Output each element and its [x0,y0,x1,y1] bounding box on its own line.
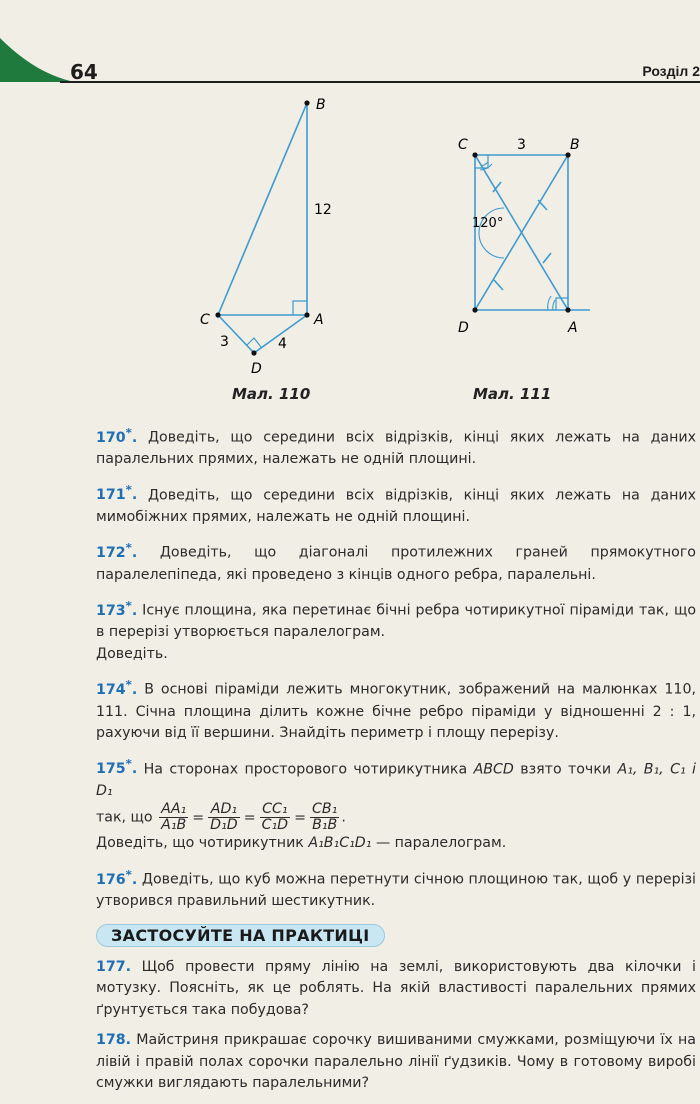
problem-text: Майстриня прикрашає сорочку вишиваними смужками, розміщуючи їх на лівій і правій полах сорочки паралельно лінії ґудзиків. Чому в готовому виробі смужки виглядають паралельними? [96,1032,696,1092]
fig110-length-da: 4 [278,336,287,352]
problem-text: Щоб провести пряму лінію на землі, використовують два кілочки і мотузку. Поясніть, як це роблять. На якій властивості паралельних прямих ґрунтується така побудова? [96,958,696,1018]
star-mark: * [125,756,132,771]
fig111-caption: Мал. 111 [473,385,552,403]
problem-174: 174*. В основі піраміди лежить многокутник, зображений на малюнках 110, 111. Січна площина ділить кожне бічне ребро піраміди у відношенні 2 : 1, рахуючи від її вершини. Знайдіть периметр і площу перерізу. [96,677,696,742]
problem-173: 173*. Існує площина, яка перетинає бічні ребра чотирикутної піраміди так, що в перерізі утворюється паралелограм. Доведіть. [96,598,696,662]
header-rule [60,81,700,83]
problem-text: Доведіть, що чотирикутник [96,835,304,852]
ratio-fraction: $\frac{\text{AD₁}}{\text{D₁D}}$ [210,801,238,834]
problem-list [96,422,696,1104]
quadrilateral-name: A₁B₁C₁D₁ [308,835,372,852]
problem-text: Доведіть, що середини всіх відрізків, кінці яких лежать на даних мимобіжних прямих, належать не одній площині. [96,487,696,525]
problem-number: 171 [96,487,126,504]
section-title: Розділ 2 [642,63,700,79]
fig111-label-a: A [568,320,578,336]
fig110-label-a: A [314,312,324,328]
problem-text: Доведіть, що куб можна перетнути січною площиною так, щоб у перерізі утворився правильний шестикутник. [96,871,697,910]
problem-number: 170 [96,429,126,446]
problem-171: 171*. Доведіть, що середини всіх відрізків, кінці яких лежать на даних мимобіжних прямих, належать не одній площині. [96,482,696,525]
fig110-length-ba: 12 [314,202,332,218]
problem-number: 173 [96,602,126,619]
page-number: 64 [70,60,98,84]
fig110-label-c: C [200,312,210,328]
problem-text: Доведіть, що діагоналі протилежних граней прямокутного паралелепіпеда, які проведено з кінців одного ребра, паралельні. [96,545,696,583]
problem-number: 178. [96,1032,132,1049]
problem-text: взято точки [520,761,612,778]
problem-number: 176 [96,871,126,888]
problem-170: 170*. Доведіть, що середини всіх відрізків, кінці яких лежать на даних паралельних прямих, належать не одній площині. [96,425,696,468]
problem-number: 174 [96,682,126,699]
ratio-fraction: $\frac{\text{CC₁}}{\text{C₁D}}$ [261,801,289,834]
fig110-label-d: D [251,361,262,377]
fig111-label-d: D [458,320,469,336]
fig110-length-cd: 3 [220,334,229,350]
star-mark: * [125,425,132,439]
problem-text: — паралелограм. [375,835,507,852]
problem-176: 176*. Доведіть, що куб можна перетнути січною площиною так, щоб у перерізі утворився правильний шестикутник. [96,866,697,910]
problem-178 [96,1030,696,1095]
problem-text: Доведіть, що середини всіх відрізків, кінці яких лежать на даних паралельних прямих, належать не одній площині. [96,429,696,468]
fig111-label-c: C [458,137,468,153]
problem-text-prove: Доведіть. [96,645,168,662]
problem-text: так, що [96,809,153,826]
points-list: A₁, B₁, C₁ і D₁ [96,761,696,799]
problem-text: На сторонах просторового чотирикутника [143,761,468,778]
fig111-length-cb: 3 [517,137,526,153]
fig111-angle: 120° [472,216,504,231]
fig110-caption: Мал. 110 [232,385,311,403]
problem-172: 172*. Доведіть, що діагоналі протилежних граней прямокутного паралелепіпеда, які проведено з кінців одного ребра, паралельні. [96,540,696,583]
problem-177 [96,957,696,1022]
figure-110 [190,95,350,385]
star-mark: * [125,677,132,692]
ratio-fraction: $\frac{\text{CB₁}}{\text{B₁B}}$ [312,801,338,834]
problem-175: 175*. На сторонах просторового чотирикутника ABCD взято точки A₁, B₁, C₁ і D₁ так, що $\frac{\text{AA₁}}{\text{A₁B}}$ = $\frac{\text{AD₁}}{\text{D₁D}}$ = $\frac{\text{CC₁}}{\text{C₁D}}$ = $\frac{\text{CB₁}}{\text{B₁B}}$ . Доведіть, що чотирикутник A₁B₁C₁D₁ — паралелограм. [96,756,696,852]
practice-heading: ЗАСТОСУЙТЕ НА ПРАКТИЦІ [96,924,385,947]
quadrilateral-name: ABCD [473,761,514,778]
star-mark: * [125,598,132,613]
star-mark: * [125,482,132,497]
star-mark: * [125,540,132,555]
corner-decoration [0,38,75,82]
fig111-label-b: B [570,137,580,153]
problem-number: 172 [96,545,126,562]
problem-number: 175 [96,761,126,778]
problem-text: В основі піраміди лежить многокутник, зображений на малюнках 110, 111. Січна площина ділить кожне бічне ребро піраміди у відношенні 2 : 1, рахуючи від її вершини. Знайдіть периметр і площу перерізу. [96,682,696,742]
ratio-fraction: $\frac{\text{AA₁}}{\text{A₁B}}$ [161,801,187,834]
figure-111 [450,130,600,340]
star-mark: * [125,866,132,881]
fig110-label-b: B [316,97,326,113]
problem-text: Існує площина, яка перетинає бічні ребра чотирикутної піраміди так, що в перерізі утворюється паралелограм. [96,602,696,641]
problem-number: 177. [96,958,132,975]
